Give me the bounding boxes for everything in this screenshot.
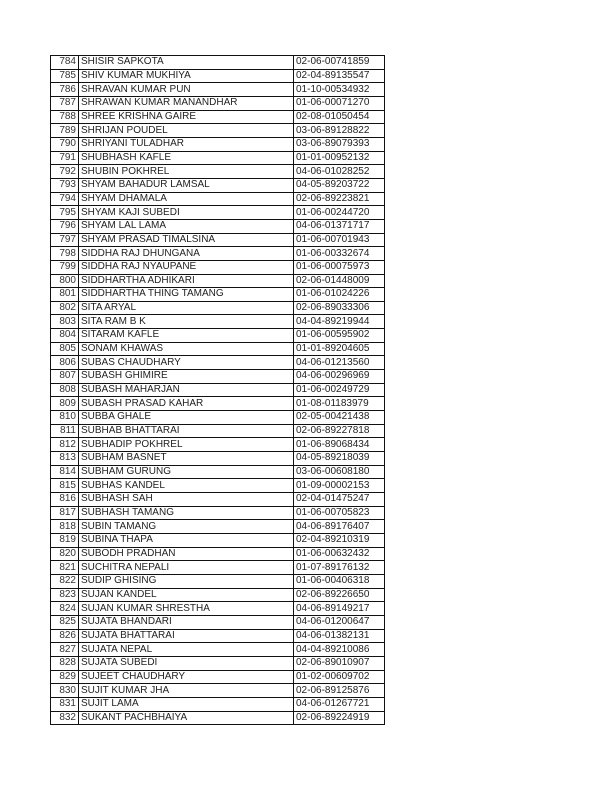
serial-number: 823	[51, 588, 79, 602]
registration-code: 01-07-89176132	[294, 561, 385, 575]
candidate-name: SUBBA GHALE	[79, 411, 294, 425]
candidate-name: SIDDHA RAJ NYAUPANE	[79, 260, 294, 274]
table-row	[51, 533, 385, 547]
registration-code: 03-06-89079393	[294, 137, 385, 151]
table-row	[51, 629, 385, 643]
serial-number: 804	[51, 329, 79, 343]
candidate-list-table	[50, 55, 385, 725]
table-row	[51, 465, 385, 479]
table-row	[51, 506, 385, 520]
table-row	[51, 56, 385, 70]
registration-code: 04-06-00296969	[294, 370, 385, 384]
registration-code: 01-06-00406318	[294, 574, 385, 588]
registration-code: 03-06-00608180	[294, 465, 385, 479]
registration-code: 01-06-89068434	[294, 438, 385, 452]
candidate-name: SUBINA THAPA	[79, 533, 294, 547]
serial-number: 808	[51, 383, 79, 397]
candidate-name: SITA ARYAL	[79, 301, 294, 315]
candidate-name: SUJATA BHANDARI	[79, 615, 294, 629]
serial-number: 799	[51, 260, 79, 274]
registration-code: 01-06-00244720	[294, 206, 385, 220]
table-row	[51, 697, 385, 711]
serial-number: 787	[51, 96, 79, 110]
registration-code: 02-06-89226650	[294, 588, 385, 602]
serial-number: 789	[51, 124, 79, 138]
serial-number: 792	[51, 165, 79, 179]
serial-number: 791	[51, 151, 79, 165]
registration-code: 04-06-01028252	[294, 165, 385, 179]
serial-number: 812	[51, 438, 79, 452]
registration-code: 02-04-89135547	[294, 69, 385, 83]
table-row	[51, 165, 385, 179]
registration-code: 02-06-00741859	[294, 56, 385, 70]
registration-code: 02-05-00421438	[294, 411, 385, 425]
registration-code: 02-06-89223821	[294, 192, 385, 206]
candidate-name: SHYAM LAL LAMA	[79, 219, 294, 233]
candidate-name: SUBHAM GURUNG	[79, 465, 294, 479]
registration-code: 02-06-89224919	[294, 711, 385, 725]
registration-code: 04-06-01371717	[294, 219, 385, 233]
registration-code: 02-04-01475247	[294, 493, 385, 507]
candidate-name: SHRAVAN KUMAR PUN	[79, 83, 294, 97]
registration-code: 01-06-00249729	[294, 383, 385, 397]
candidate-name: SHISIR SAPKOTA	[79, 56, 294, 70]
serial-number: 832	[51, 711, 79, 725]
candidate-name: SUBHADIP POKHREL	[79, 438, 294, 452]
serial-number: 811	[51, 424, 79, 438]
serial-number: 814	[51, 465, 79, 479]
candidate-name: SITARAM KAFLE	[79, 329, 294, 343]
table-row	[51, 288, 385, 302]
registration-code: 01-10-00534932	[294, 83, 385, 97]
serial-number: 809	[51, 397, 79, 411]
registration-code: 02-06-01448009	[294, 274, 385, 288]
serial-number: 820	[51, 547, 79, 561]
table-row	[51, 356, 385, 370]
table-row	[51, 192, 385, 206]
candidate-name: SUBODH PRADHAN	[79, 547, 294, 561]
candidate-name: SHIV KUMAR MUKHIYA	[79, 69, 294, 83]
candidate-name: SUJATA BHATTARAI	[79, 629, 294, 643]
serial-number: 824	[51, 602, 79, 616]
candidate-name: SUBASH GHIMIRE	[79, 370, 294, 384]
serial-number: 807	[51, 370, 79, 384]
table-row	[51, 561, 385, 575]
table-row	[51, 96, 385, 110]
registration-code: 01-06-00332674	[294, 247, 385, 261]
table-row	[51, 656, 385, 670]
table-row	[51, 370, 385, 384]
serial-number: 813	[51, 452, 79, 466]
registration-code: 01-09-00002153	[294, 479, 385, 493]
candidate-name: SONAM KHAWAS	[79, 342, 294, 356]
table-row	[51, 493, 385, 507]
serial-number: 819	[51, 533, 79, 547]
table-row	[51, 383, 385, 397]
candidate-name: SUKANT PACHBHAIYA	[79, 711, 294, 725]
serial-number: 815	[51, 479, 79, 493]
candidate-name: SUBAS CHAUDHARY	[79, 356, 294, 370]
serial-number: 793	[51, 178, 79, 192]
serial-number: 803	[51, 315, 79, 329]
table-row	[51, 397, 385, 411]
registration-code: 04-05-89203722	[294, 178, 385, 192]
candidate-name: SUJEET CHAUDHARY	[79, 670, 294, 684]
registration-code: 01-06-00595902	[294, 329, 385, 343]
candidate-name: SUBASH PRASAD KAHAR	[79, 397, 294, 411]
serial-number: 827	[51, 643, 79, 657]
table-row	[51, 643, 385, 657]
candidate-name: SUJAN KANDEL	[79, 588, 294, 602]
table-row	[51, 452, 385, 466]
table-row	[51, 274, 385, 288]
serial-number: 784	[51, 56, 79, 70]
registration-code: 04-04-89219944	[294, 315, 385, 329]
table-row	[51, 301, 385, 315]
table-row	[51, 260, 385, 274]
serial-number: 816	[51, 493, 79, 507]
registration-code: 04-06-89176407	[294, 520, 385, 534]
table-row	[51, 615, 385, 629]
candidate-name: SUJATA SUBEDI	[79, 656, 294, 670]
candidate-name: SUBHAM BASNET	[79, 452, 294, 466]
serial-number: 800	[51, 274, 79, 288]
candidate-name: SIDDHARTHA THING TAMANG	[79, 288, 294, 302]
registration-code: 01-06-00632432	[294, 547, 385, 561]
registration-code: 04-05-89218039	[294, 452, 385, 466]
table-row	[51, 69, 385, 83]
table-row	[51, 602, 385, 616]
table-row	[51, 424, 385, 438]
registration-code: 04-06-01213560	[294, 356, 385, 370]
serial-number: 801	[51, 288, 79, 302]
table-row	[51, 670, 385, 684]
candidate-name: SHRIYANI TULADHAR	[79, 137, 294, 151]
table-row	[51, 574, 385, 588]
candidate-name: SUBHAB BHATTARAI	[79, 424, 294, 438]
serial-number: 822	[51, 574, 79, 588]
table-row	[51, 547, 385, 561]
serial-number: 786	[51, 83, 79, 97]
table-row	[51, 588, 385, 602]
registration-code: 01-06-00701943	[294, 233, 385, 247]
registration-code: 01-06-00705823	[294, 506, 385, 520]
table-body	[51, 56, 385, 725]
serial-number: 830	[51, 684, 79, 698]
registration-code: 03-06-89128822	[294, 124, 385, 138]
candidate-name: SUBHASH TAMANG	[79, 506, 294, 520]
table-row	[51, 233, 385, 247]
candidate-name: SHYAM BAHADUR LAMSAL	[79, 178, 294, 192]
serial-number: 785	[51, 69, 79, 83]
candidate-name: SHYAM PRASAD TIMALSINA	[79, 233, 294, 247]
table-row	[51, 110, 385, 124]
serial-number: 810	[51, 411, 79, 425]
serial-number: 821	[51, 561, 79, 575]
table-row	[51, 247, 385, 261]
registration-code: 02-06-89125876	[294, 684, 385, 698]
candidate-name: SHRAWAN KUMAR MANANDHAR	[79, 96, 294, 110]
serial-number: 829	[51, 670, 79, 684]
candidate-name: SUBASH MAHARJAN	[79, 383, 294, 397]
candidate-name: SUJAN KUMAR SHRESTHA	[79, 602, 294, 616]
candidate-name: SUCHITRA NEPALI	[79, 561, 294, 575]
candidate-name: SHREE KRISHNA GAIRE	[79, 110, 294, 124]
serial-number: 825	[51, 615, 79, 629]
table-row	[51, 438, 385, 452]
serial-number: 796	[51, 219, 79, 233]
registration-code: 04-06-01382131	[294, 629, 385, 643]
registration-code: 02-06-89227818	[294, 424, 385, 438]
table-row	[51, 83, 385, 97]
candidate-name: SUBHASH SAH	[79, 493, 294, 507]
serial-number: 795	[51, 206, 79, 220]
registration-code: 01-08-01183979	[294, 397, 385, 411]
table-row	[51, 151, 385, 165]
candidate-name: SIDDHARTHA ADHIKARI	[79, 274, 294, 288]
registration-code: 01-01-89204605	[294, 342, 385, 356]
candidate-name: SHUBHASH KAFLE	[79, 151, 294, 165]
table-row	[51, 178, 385, 192]
table-row	[51, 124, 385, 138]
registration-code: 01-01-00952132	[294, 151, 385, 165]
table-row	[51, 137, 385, 151]
serial-number: 818	[51, 520, 79, 534]
registration-code: 01-02-00609702	[294, 670, 385, 684]
table-row	[51, 520, 385, 534]
candidate-name: SHRIJAN POUDEL	[79, 124, 294, 138]
registration-code: 04-04-89210086	[294, 643, 385, 657]
serial-number: 831	[51, 697, 79, 711]
registration-code: 04-06-01267721	[294, 697, 385, 711]
table-row	[51, 219, 385, 233]
serial-number: 790	[51, 137, 79, 151]
registration-code: 02-06-89010907	[294, 656, 385, 670]
table-row	[51, 315, 385, 329]
candidate-name: SIDDHA RAJ DHUNGANA	[79, 247, 294, 261]
registration-code: 01-06-01024226	[294, 288, 385, 302]
candidate-name: SITA RAM B K	[79, 315, 294, 329]
serial-number: 806	[51, 356, 79, 370]
serial-number: 797	[51, 233, 79, 247]
serial-number: 798	[51, 247, 79, 261]
table-row	[51, 411, 385, 425]
serial-number: 802	[51, 301, 79, 315]
registration-code: 01-06-00075973	[294, 260, 385, 274]
registration-code: 02-08-01050454	[294, 110, 385, 124]
table-row	[51, 684, 385, 698]
candidate-name: SHYAM KAJI SUBEDI	[79, 206, 294, 220]
table-row	[51, 206, 385, 220]
serial-number: 817	[51, 506, 79, 520]
registration-code: 04-06-01200647	[294, 615, 385, 629]
candidate-name: SUBHAS KANDEL	[79, 479, 294, 493]
registration-code: 01-06-00071270	[294, 96, 385, 110]
serial-number: 826	[51, 629, 79, 643]
candidate-name: SUJATA NEPAL	[79, 643, 294, 657]
candidate-name: SUDIP GHISING	[79, 574, 294, 588]
serial-number: 794	[51, 192, 79, 206]
candidate-name: SHUBIN POKHREL	[79, 165, 294, 179]
candidate-name: SUBIN TAMANG	[79, 520, 294, 534]
serial-number: 805	[51, 342, 79, 356]
serial-number: 788	[51, 110, 79, 124]
registration-code: 02-04-89210319	[294, 533, 385, 547]
candidate-name: SUJIT KUMAR JHA	[79, 684, 294, 698]
registration-code: 04-06-89149217	[294, 602, 385, 616]
table-row	[51, 479, 385, 493]
candidate-name: SUJIT LAMA	[79, 697, 294, 711]
serial-number: 828	[51, 656, 79, 670]
table-row	[51, 342, 385, 356]
table-row	[51, 329, 385, 343]
table-row	[51, 711, 385, 725]
registration-code: 02-06-89033306	[294, 301, 385, 315]
candidate-name: SHYAM DHAMALA	[79, 192, 294, 206]
